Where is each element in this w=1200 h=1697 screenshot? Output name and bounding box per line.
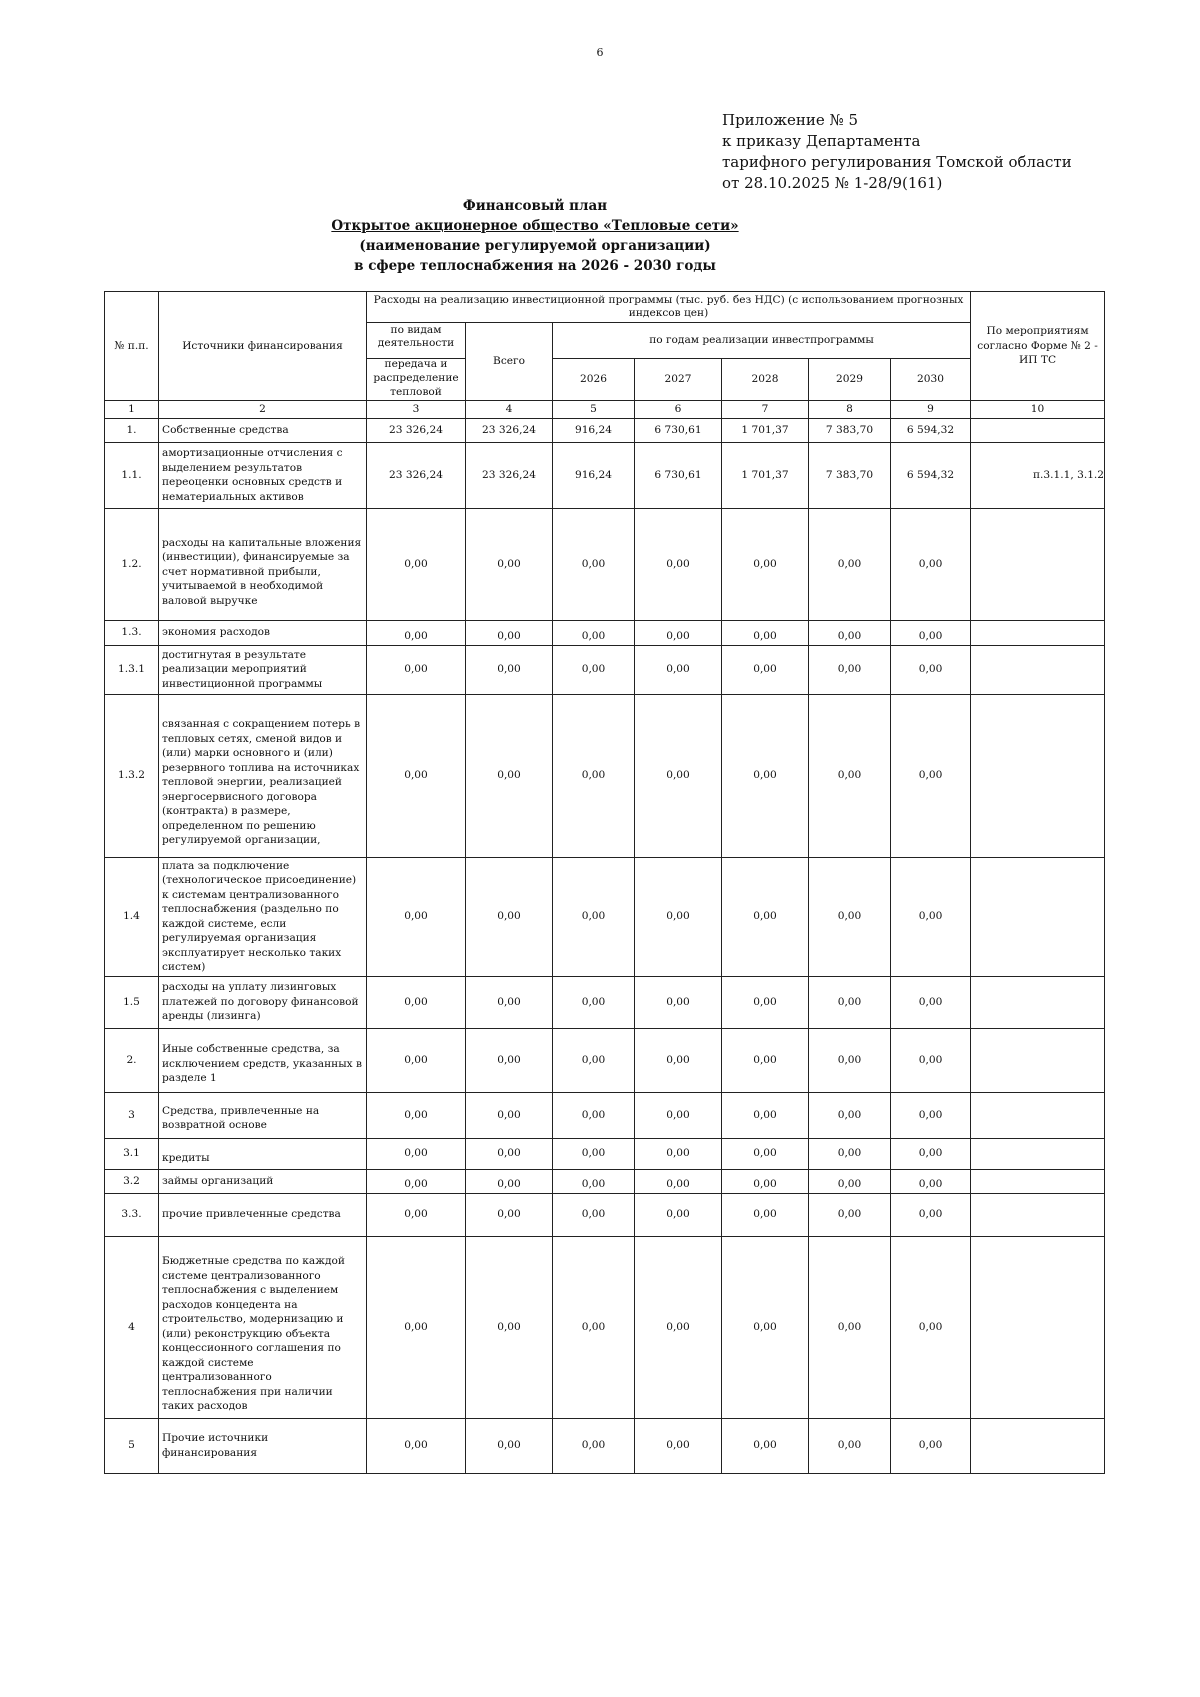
amount-cell: 0,00	[722, 508, 809, 620]
header-year: 2029	[809, 359, 891, 401]
amount-cell: 0,00	[891, 976, 971, 1028]
measures-reference	[971, 645, 1105, 694]
amount-cell: 0,00	[367, 620, 466, 645]
header-activity-name: передача и распределение тепловой	[373, 358, 459, 397]
row-number: 1.2.	[105, 508, 159, 620]
column-index: 2	[159, 401, 367, 419]
amount-cell: 0,00	[635, 857, 722, 976]
document-heading	[250, 196, 820, 276]
measures-reference	[971, 1028, 1105, 1092]
amount-cell: 0,00	[466, 1028, 553, 1092]
amount-cell: 0,00	[722, 1028, 809, 1092]
source-label: плата за подключение (технологическое присоединение) к системам централизованного теплоснабжения (раздельно по каждой системе, если регулируемая организация эксплуатирует несколько таких систем)	[159, 857, 367, 976]
table-row	[105, 1418, 1105, 1473]
measures-reference	[971, 1169, 1105, 1193]
amount-cell: 0,00	[553, 976, 635, 1028]
column-index-row	[105, 401, 1105, 419]
amount-cell: 0,00	[891, 1028, 971, 1092]
column-index: 5	[553, 401, 635, 419]
amount-cell: 0,00	[891, 1092, 971, 1138]
measures-reference	[971, 1418, 1105, 1473]
amount-cell: 0,00	[722, 694, 809, 857]
amount-cell: 0,00	[891, 645, 971, 694]
amount-cell: 0,00	[809, 1028, 891, 1092]
amount-cell: 0,00	[722, 1169, 809, 1193]
amount-cell: 0,00	[809, 1138, 891, 1169]
amount-cell: 0,00	[722, 1418, 809, 1473]
amount-cell: 0,00	[367, 645, 466, 694]
source-label: амортизационные отчисления с выделением результатов переоценки основных средств и нематериальных активов	[159, 442, 367, 508]
amount-cell: 0,00	[466, 620, 553, 645]
amount-cell: 0,00	[891, 1193, 971, 1236]
page-number: 6	[596, 46, 604, 59]
amount-cell: 0,00	[809, 976, 891, 1028]
amount-cell: 0,00	[367, 857, 466, 976]
measures-reference	[971, 418, 1105, 442]
column-index: 10	[971, 401, 1105, 419]
source-label: связанная с сокращением потерь в тепловых сетях, сменой видов и (или) марки основного и (или) резервного топлива на источниках тепловой энергии, реализацией энергосервисного договора (контракта) в размере, определенном по решению регулируемой организации,	[159, 694, 367, 857]
amount-cell: 0,00	[367, 1138, 466, 1169]
amount-cell: 0,00	[722, 1236, 809, 1418]
table-row	[105, 857, 1105, 976]
amount-cell: 0,00	[367, 976, 466, 1028]
amount-cell: 0,00	[367, 1092, 466, 1138]
amount-cell: 0,00	[635, 645, 722, 694]
amount-cell: 0,00	[635, 508, 722, 620]
financial-plan-table	[104, 291, 1105, 1474]
source-label: расходы на капитальные вложения (инвестиции), финансируемые за счет нормативной прибыли, учитываемой в необходимой валовой выручке	[159, 508, 367, 620]
column-index: 9	[891, 401, 971, 419]
amount-cell: 0,00	[635, 1138, 722, 1169]
amount-cell: 0,00	[722, 1092, 809, 1138]
appendix-line: к приказу Департамента	[722, 132, 921, 150]
column-index: 4	[466, 401, 553, 419]
row-number: 1.3.1	[105, 645, 159, 694]
amount-cell: 0,00	[635, 976, 722, 1028]
amount-cell: 0,00	[722, 857, 809, 976]
amount-cell: 0,00	[635, 1169, 722, 1193]
measures-reference	[971, 1236, 1105, 1418]
amount-cell: 0,00	[635, 1092, 722, 1138]
header-sources: Источники финансирования	[159, 292, 367, 401]
table-row	[105, 1169, 1105, 1193]
amount-cell: 1 701,37	[722, 418, 809, 442]
amount-cell: 0,00	[722, 645, 809, 694]
amount-cell: 0,00	[635, 620, 722, 645]
amount-cell: 0,00	[809, 620, 891, 645]
amount-cell: 0,00	[635, 1236, 722, 1418]
table-row	[105, 1193, 1105, 1236]
row-number: 1.	[105, 418, 159, 442]
amount-cell: 0,00	[553, 508, 635, 620]
amount-cell: 0,00	[553, 1092, 635, 1138]
amount-cell: 0,00	[891, 620, 971, 645]
source-label: займы организаций	[159, 1169, 367, 1193]
amount-cell: 0,00	[809, 645, 891, 694]
amount-cell: 0,00	[809, 857, 891, 976]
amount-cell: 0,00	[553, 1236, 635, 1418]
row-number: 1.4	[105, 857, 159, 976]
amount-cell: 0,00	[891, 1169, 971, 1193]
header-no: № п.п.	[105, 292, 159, 401]
header-year: 2028	[722, 359, 809, 401]
amount-cell: 0,00	[367, 1236, 466, 1418]
amount-cell: 0,00	[722, 1193, 809, 1236]
source-label: Средства, привлеченные на возвратной основе	[159, 1092, 367, 1138]
amount-cell: 0,00	[367, 1418, 466, 1473]
amount-cell: 0,00	[891, 1236, 971, 1418]
amount-cell: 0,00	[809, 1418, 891, 1473]
table-row	[105, 620, 1105, 645]
table-row	[105, 1236, 1105, 1418]
amount-cell: 0,00	[553, 694, 635, 857]
amount-cell: 0,00	[466, 857, 553, 976]
amount-cell: 0,00	[635, 1193, 722, 1236]
amount-cell: 0,00	[809, 1169, 891, 1193]
measures-reference	[971, 620, 1105, 645]
amount-cell: 0,00	[722, 620, 809, 645]
table-row	[105, 976, 1105, 1028]
amount-cell: 0,00	[466, 1092, 553, 1138]
column-index: 6	[635, 401, 722, 419]
source-label: экономия расходов	[159, 620, 367, 645]
header-year: 2030	[891, 359, 971, 401]
column-index: 1	[105, 401, 159, 419]
table-row	[105, 1138, 1105, 1169]
amount-cell: 6 730,61	[635, 418, 722, 442]
measures-reference: п.3.1.1, 3.1.2	[971, 442, 1105, 508]
row-number: 1.5	[105, 976, 159, 1028]
row-number: 4	[105, 1236, 159, 1418]
source-label: Иные собственные средства, за исключением средств, указанных в разделе 1	[159, 1028, 367, 1092]
amount-cell: 0,00	[635, 694, 722, 857]
amount-cell: 0,00	[722, 1138, 809, 1169]
amount-cell: 0,00	[553, 1418, 635, 1473]
measures-reference	[971, 1138, 1105, 1169]
header-expenses: Расходы на реализацию инвестиционной программы (тыс. руб. без НДС) (с использованием прогнозных индексов цен)	[367, 292, 971, 323]
header-total: Всего	[466, 323, 553, 401]
header-row	[105, 292, 1105, 323]
measures-reference	[971, 1193, 1105, 1236]
source-label: Бюджетные средства по каждой системе централизованного теплоснабжения с выделением расходов концедента на строительство, модернизацию и (или) реконструкцию объекта концессионного соглашения по каждой системе централизованного теплоснабжения при наличии таких расходов	[159, 1236, 367, 1418]
table-row	[105, 508, 1105, 620]
amount-cell: 0,00	[553, 1138, 635, 1169]
appendix-line: от 28.10.2025 № 1-28/9(161)	[722, 174, 943, 192]
amount-cell: 23 326,24	[367, 442, 466, 508]
row-number: 3.2	[105, 1169, 159, 1193]
amount-cell: 7 383,70	[809, 418, 891, 442]
amount-cell: 0,00	[466, 508, 553, 620]
measures-reference	[971, 694, 1105, 857]
row-number: 1.3.2	[105, 694, 159, 857]
row-number: 2.	[105, 1028, 159, 1092]
amount-cell: 0,00	[809, 1193, 891, 1236]
appendix-block	[722, 110, 1072, 194]
amount-cell: 916,24	[553, 442, 635, 508]
header-year: 2026	[553, 359, 635, 401]
header-by-years: по годам реализации инвестпрограммы	[553, 323, 971, 359]
column-index: 7	[722, 401, 809, 419]
amount-cell: 0,00	[367, 1028, 466, 1092]
source-label: Собственные средства	[159, 418, 367, 442]
amount-cell: 0,00	[891, 508, 971, 620]
amount-cell: 0,00	[809, 508, 891, 620]
period-line: в сфере теплоснабжения на 2026 - 2030 годы	[354, 258, 716, 274]
organization-name: Открытое акционерное общество «Тепловые сети»	[331, 218, 739, 234]
amount-cell: 0,00	[466, 1138, 553, 1169]
amount-cell: 0,00	[466, 694, 553, 857]
amount-cell: 0,00	[466, 976, 553, 1028]
amount-cell: 1 701,37	[722, 442, 809, 508]
amount-cell: 0,00	[809, 694, 891, 857]
amount-cell: 0,00	[891, 857, 971, 976]
table-row	[105, 1092, 1105, 1138]
amount-cell: 0,00	[553, 1193, 635, 1236]
amount-cell: 0,00	[891, 1138, 971, 1169]
row-number: 5	[105, 1418, 159, 1473]
column-index: 3	[367, 401, 466, 419]
table-row	[105, 418, 1105, 442]
amount-cell: 0,00	[466, 1236, 553, 1418]
header-measures: По мероприятиям согласно Форме № 2 - ИП ТС	[971, 292, 1105, 401]
amount-cell: 0,00	[367, 1169, 466, 1193]
document-title: Финансовый план	[462, 198, 608, 214]
source-label: прочие привлеченные средства	[159, 1193, 367, 1236]
amount-cell: 0,00	[466, 1193, 553, 1236]
source-label: достигнутая в результате реализации мероприятий инвестиционной программы	[159, 645, 367, 694]
row-number: 1.1.	[105, 442, 159, 508]
amount-cell: 23 326,24	[466, 442, 553, 508]
amount-cell: 6 594,32	[891, 418, 971, 442]
amount-cell: 0,00	[722, 976, 809, 1028]
table-row	[105, 694, 1105, 857]
appendix-line: тарифного регулирования Томской области	[722, 153, 1072, 171]
amount-cell: 0,00	[553, 1028, 635, 1092]
amount-cell: 0,00	[809, 1236, 891, 1418]
amount-cell: 0,00	[553, 620, 635, 645]
measures-reference	[971, 1092, 1105, 1138]
source-label: кредиты	[159, 1138, 367, 1169]
amount-cell: 23 326,24	[466, 418, 553, 442]
row-number: 3.3.	[105, 1193, 159, 1236]
amount-cell: 0,00	[553, 857, 635, 976]
table-row	[105, 1028, 1105, 1092]
amount-cell: 0,00	[367, 1193, 466, 1236]
amount-cell: 0,00	[553, 645, 635, 694]
row-number: 3	[105, 1092, 159, 1138]
appendix-line: Приложение № 5	[722, 111, 859, 129]
row-number: 1.3.	[105, 620, 159, 645]
amount-cell: 0,00	[367, 694, 466, 857]
organization-caption: (наименование регулируемой организации)	[359, 238, 711, 254]
header-by-activity: по видам деятельности	[367, 323, 466, 359]
amount-cell: 0,00	[466, 1169, 553, 1193]
amount-cell: 23 326,24	[367, 418, 466, 442]
amount-cell: 916,24	[553, 418, 635, 442]
row-number: 3.1	[105, 1138, 159, 1169]
table-row	[105, 645, 1105, 694]
column-index: 8	[809, 401, 891, 419]
source-label: Прочие источники финансирования	[159, 1418, 367, 1473]
amount-cell: 0,00	[635, 1418, 722, 1473]
amount-cell: 0,00	[891, 694, 971, 857]
amount-cell: 0,00	[635, 1028, 722, 1092]
measures-reference	[971, 857, 1105, 976]
amount-cell: 0,00	[809, 1092, 891, 1138]
header-year: 2027	[635, 359, 722, 401]
amount-cell: 6 730,61	[635, 442, 722, 508]
amount-cell: 7 383,70	[809, 442, 891, 508]
amount-cell: 0,00	[466, 1418, 553, 1473]
table-row	[105, 442, 1105, 508]
amount-cell: 6 594,32	[891, 442, 971, 508]
amount-cell: 0,00	[553, 1169, 635, 1193]
source-label: расходы на уплату лизинговых платежей по договору финансовой аренды (лизинга)	[159, 976, 367, 1028]
measures-reference	[971, 508, 1105, 620]
amount-cell: 0,00	[367, 508, 466, 620]
measures-reference	[971, 976, 1105, 1028]
amount-cell: 0,00	[466, 645, 553, 694]
amount-cell: 0,00	[891, 1418, 971, 1473]
